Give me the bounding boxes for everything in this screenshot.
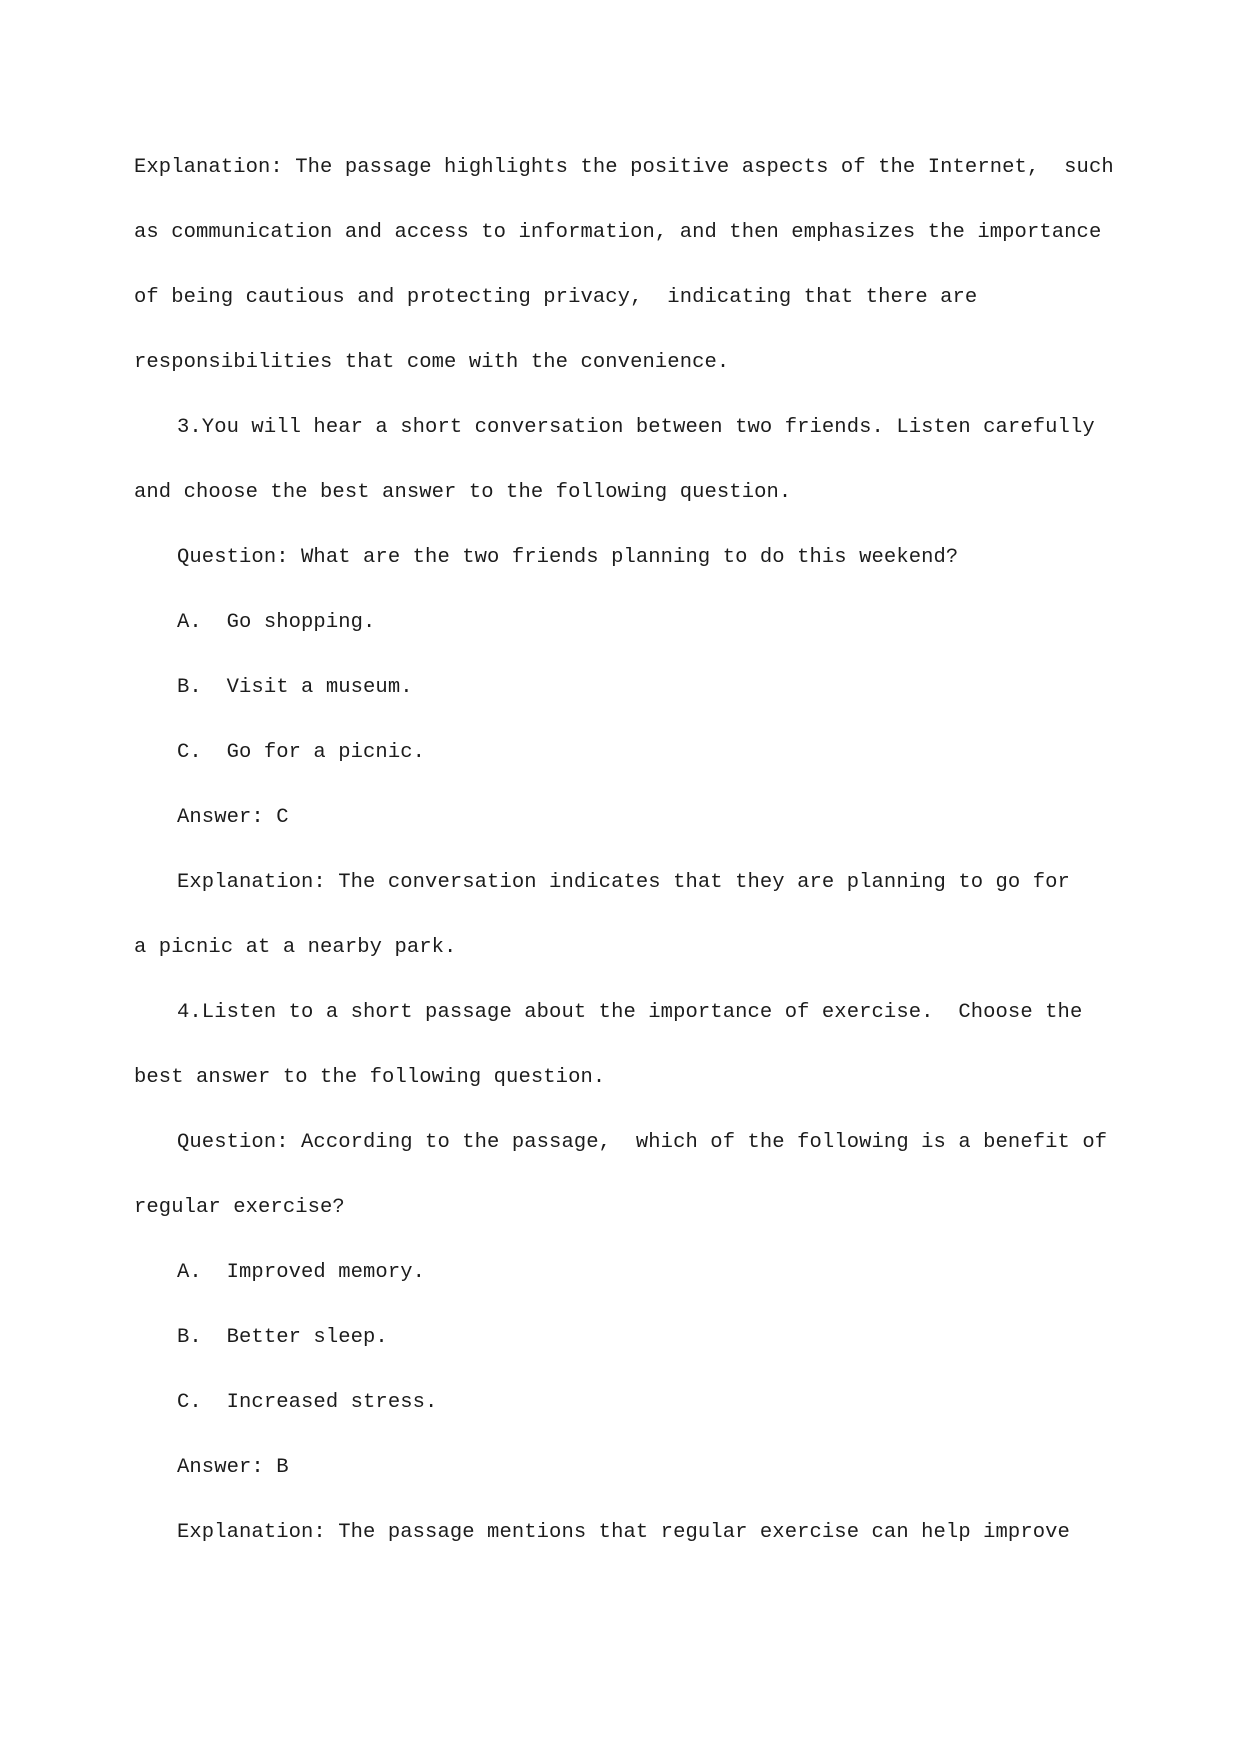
text-line: regular exercise? xyxy=(134,1196,345,1219)
text-line: responsibilities that come with the convenience. xyxy=(134,351,730,374)
text-line: C. Go for a picnic. xyxy=(177,741,426,764)
text-line: B. Visit a museum. xyxy=(177,676,413,699)
text-line: 4.Listen to a short passage about the importance of exercise. Choose the xyxy=(177,1001,1083,1024)
text-line: Question: What are the two friends planning to do this weekend? xyxy=(177,546,959,569)
text-line: Answer: B xyxy=(177,1456,289,1479)
text-line: best answer to the following question. xyxy=(134,1066,606,1089)
text-line: and choose the best answer to the following question. xyxy=(134,481,792,504)
document-body xyxy=(134,135,1121,1565)
text-line: Explanation: The passage mentions that regular exercise can help improve xyxy=(177,1521,1070,1544)
text-line: a picnic at a nearby park. xyxy=(134,936,457,959)
text-line: as communication and access to information, and then emphasizes the importance xyxy=(134,221,1102,244)
text-line: Question: According to the passage, which of the following is a benefit of xyxy=(177,1131,1108,1154)
text-line: A. Improved memory. xyxy=(177,1261,426,1284)
text-line: 3.You will hear a short conversation between two friends. Listen carefully xyxy=(177,416,1095,439)
text-line: Explanation: The passage highlights the positive aspects of the Internet, such xyxy=(134,156,1114,179)
text-line: A. Go shopping. xyxy=(177,611,376,634)
text-line: B. Better sleep. xyxy=(177,1326,388,1349)
text-line: of being cautious and protecting privacy, indicating that there are xyxy=(134,286,978,309)
text-line: C. Increased stress. xyxy=(177,1391,438,1414)
text-line: Answer: C xyxy=(177,806,289,829)
text-line: Explanation: The conversation indicates that they are planning to go for xyxy=(177,871,1070,894)
